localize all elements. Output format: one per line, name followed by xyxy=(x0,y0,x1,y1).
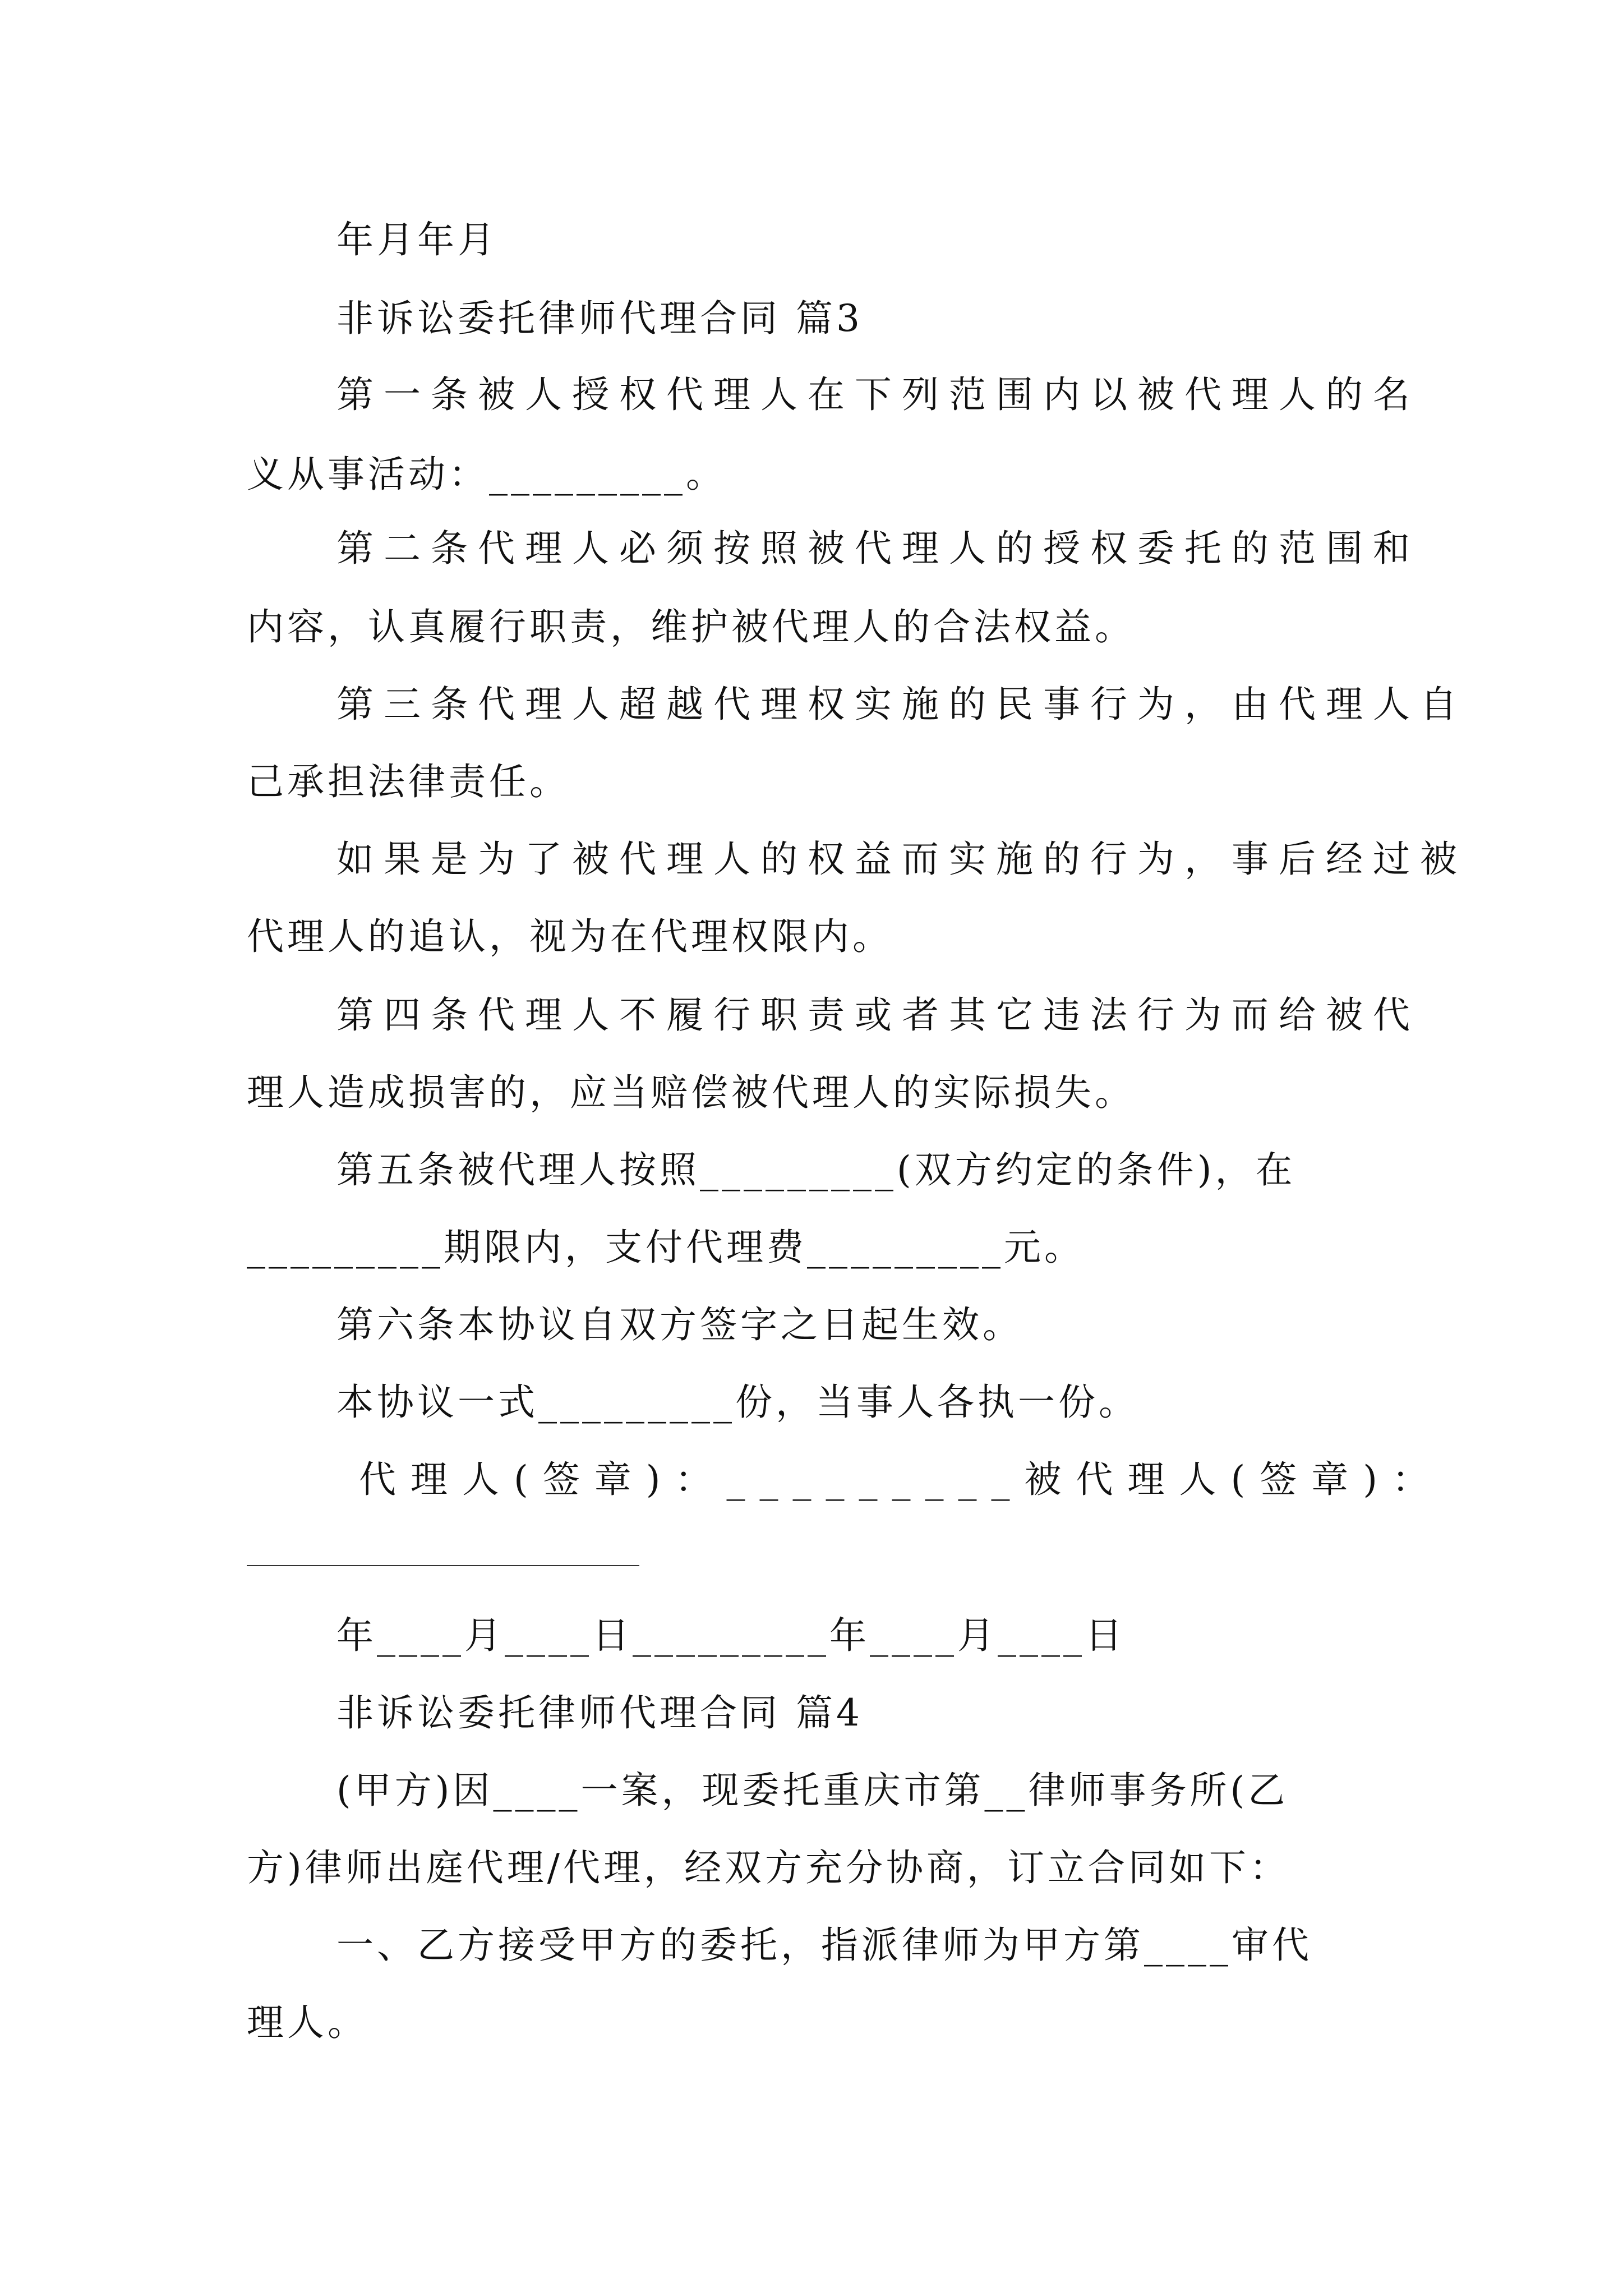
paragraph-line: 本协议一式_________份，当事人各执一份。 xyxy=(336,1381,1139,1424)
section-heading-4: 非诉讼委托律师代理合同 篇4 xyxy=(336,1691,863,1734)
paragraph-line: 第五条被代理人按照_________(双方约定的条件)，在 xyxy=(336,1148,1296,1191)
paragraph-line: 第六条本协议自双方签字之日起生效。 xyxy=(336,1303,1023,1346)
paragraph-line: 代理人的追认，视为在代理权限内。 xyxy=(247,915,893,958)
paragraph-line: 第三条代理人超越代理权实施的民事行为，由代理人自 xyxy=(336,683,1467,726)
paragraph-line: 第一条被人授权代理人在下列范围内以被代理人的名 xyxy=(336,373,1420,416)
signature-blank-rule xyxy=(247,1565,639,1566)
paragraph-line: 方)律师出庭代理/代理，经双方充分协商，订立合同如下： xyxy=(247,1846,1290,1889)
paragraph-line: 一、乙方接受甲方的委托，指派律师为甲方第____审代 xyxy=(336,1924,1312,1967)
paragraph-line: 第二条代理人必须按照被代理人的授权委托的范围和 xyxy=(336,527,1420,570)
paragraph-line: 己承担法律责任。 xyxy=(247,760,570,803)
paragraph-line: 第四条代理人不履行职责或者其它违法行为而给被代 xyxy=(336,993,1420,1037)
paragraph-line: 理人。 xyxy=(247,2001,368,2044)
paragraph-line: 义从事活动：_________。 xyxy=(247,453,726,496)
paragraph-line: 如果是为了被代理人的权益而实施的行为，事后经过被 xyxy=(336,838,1467,881)
paragraph-line: 内容，认真履行职责，维护被代理人的合法权益。 xyxy=(247,605,1135,648)
signature-line: 代理人(签章)：_________被代理人(签章)： xyxy=(359,1458,1444,1501)
paragraph-line: 理人造成损害的，应当赔偿被代理人的实际损失。 xyxy=(247,1071,1135,1114)
date-line: 年____月____日_________年____月____日 xyxy=(336,1614,1126,1657)
paragraph-line: _________期限内，支付代理费_________元。 xyxy=(247,1226,1085,1269)
section-heading-3: 非诉讼委托律师代理合同 篇3 xyxy=(336,297,863,340)
date-line-top: 年月年月 xyxy=(336,218,498,261)
paragraph-line: (甲方)因____一案，现委托重庆市第__律师事务所(乙 xyxy=(336,1769,1289,1812)
